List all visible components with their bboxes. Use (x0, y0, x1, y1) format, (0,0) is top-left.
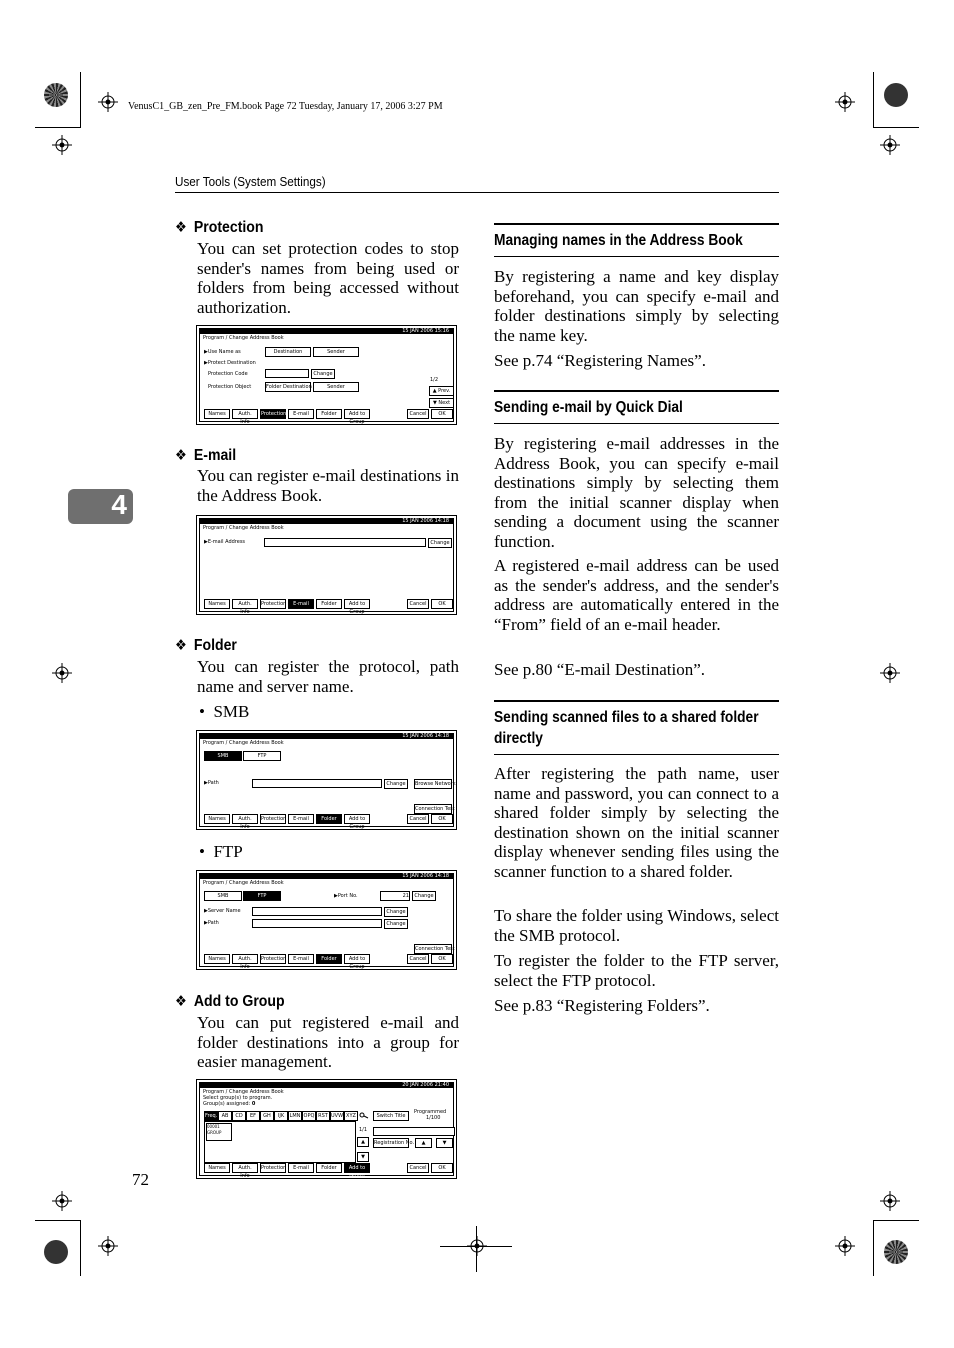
diamond-bullet-icon: ❖ (175, 637, 187, 654)
connection-test-button[interactable]: Connection Test (415, 946, 455, 952)
browse-network-button[interactable]: Browse Network (415, 781, 456, 787)
screen-title: Program / Change Address Book (203, 525, 284, 531)
screen-title: Program / Change Address Book (203, 880, 284, 886)
cancel-button[interactable]: Cancel (407, 409, 429, 419)
email-address-field[interactable] (264, 538, 426, 547)
smb-button[interactable]: SMB (204, 751, 242, 761)
tab-add-to-group[interactable]: Add to Group (344, 1163, 370, 1173)
ftp-screenshot: 15 JAN 2006 14:18 Program / Change Address Book SMB FTP ▶Port No. 21 Change ▶Server Name Change ▶Path Change Connection Test Names Auth. Info Protection E-mail Folder Add to Group Cancel OK (196, 870, 457, 970)
add-to-group-screenshot: 20 JAN 2006 21:40 Program / Change Address Book Select group(s) to program. Group(s) assigned: 0 Freq. AB CD EF GH IJK LMN OPQ RST UVW XYZ Switch Title Programmed 1/100 00001 GROUP 1/1 ▲ ▼ Registration No. ▲ ▼ Names Auth. Info Protection E-mail Folder Add to Group Cancel OK (196, 1079, 457, 1179)
change-port-button[interactable]: Change (412, 891, 436, 901)
registration-mark-icon (98, 1236, 118, 1256)
port-number-field[interactable]: 21 (380, 891, 410, 901)
add-to-group-heading: ❖ Add to Group (175, 993, 285, 1010)
protection-code-field[interactable] (265, 369, 309, 378)
ftp-button[interactable]: FTP (243, 751, 281, 761)
server-name-field[interactable] (252, 907, 382, 916)
sort-up-button[interactable]: ▲ (415, 1138, 432, 1148)
tab-folder[interactable]: Folder (316, 954, 342, 964)
tab-names[interactable]: Names (204, 599, 230, 609)
chapter-tab (68, 489, 133, 524)
tab-add-to-group[interactable]: Add to Group (344, 409, 370, 419)
sender-object-button[interactable]: Sender (313, 382, 359, 392)
tab-names[interactable]: Names (204, 814, 230, 824)
tab-protection[interactable]: Protection (261, 1165, 287, 1171)
quick-dial-text-2: A registered e-mail address can be used as the sender's address, and the sender's address are automatically entered in the “From” field of an e-mail header. (494, 556, 779, 634)
tab-protection[interactable]: Protection (261, 601, 287, 607)
index-tab-gh[interactable]: GH (260, 1111, 274, 1121)
managing-heading: Managing names in the Address Book (494, 232, 743, 249)
ok-button[interactable]: OK (431, 599, 453, 609)
index-tab-cd[interactable]: CD (232, 1111, 246, 1121)
index-tab-opq[interactable]: OPQ (303, 1113, 315, 1119)
ftp-button[interactable]: FTP (243, 891, 281, 901)
ftp-bullet: • FTP (199, 842, 243, 861)
email-screenshot: 15 JAN 2006 14:18 Program / Change Address Book ▶E-mail Address Change Names Auth. Info Protection E-mail Folder Add to Group Cancel OK (196, 515, 457, 615)
quick-dial-text-1: By registering e-mail addresses in the Address Book, you can specify e-mail destinations simply by selecting them from the initial scanner display when sending a document using the scanner function. (494, 434, 779, 551)
diamond-bullet-icon: ❖ (175, 447, 187, 464)
color-disc-icon (884, 1240, 908, 1264)
registration-mark-icon (835, 92, 855, 112)
email-text: You can register e-mail destinations in the Address Book. (197, 466, 459, 505)
protection-screenshot: 15 JAN 2006 15:16 Program / Change Address Book ▶Use Name as Destination Sender ▶Protect Destination Protection Code Change Protection Object Folder Destination Sender 1/2 ▲ Prev. ▼ Next Names Auth. Info Protection E-mail Folder Add to Group Cancel OK (196, 325, 457, 425)
tab-names[interactable]: Names (204, 1163, 230, 1173)
tab-email[interactable]: E-mail (288, 1163, 314, 1173)
shared-folder-heading-line1: Sending scanned files to a shared folder (494, 709, 759, 726)
index-tab-ef[interactable]: EF (246, 1111, 260, 1121)
registration-mark-icon (52, 1191, 72, 1211)
cancel-button[interactable]: Cancel (407, 1163, 429, 1173)
next-button[interactable]: ▼ Next (429, 398, 454, 408)
cancel-button[interactable]: Cancel (407, 814, 429, 824)
screen-title: Program / Change Address Book (203, 335, 284, 341)
tab-folder[interactable]: Folder (316, 599, 342, 609)
index-tab-freq[interactable]: Freq. (205, 1113, 218, 1119)
tab-protection[interactable]: Protection (261, 816, 287, 822)
smb-button[interactable]: SMB (204, 891, 242, 901)
quick-dial-heading: Sending e-mail by Quick Dial (494, 399, 683, 416)
ok-button[interactable]: OK (431, 954, 453, 964)
chapter-number: 4 (111, 489, 127, 520)
quick-dial-see-link: See p.80 “E-mail Destination”. (494, 660, 706, 679)
screen-title: Program / Change Address Book (203, 1089, 284, 1095)
index-tab-uvw[interactable]: UVW (331, 1113, 344, 1119)
sender-button[interactable]: Sender (313, 347, 359, 357)
index-tab-ab[interactable]: AB (218, 1111, 232, 1121)
shared-folder-heading-line2: directly (494, 730, 543, 747)
registration-mark-icon (880, 1191, 900, 1211)
registration-mark-icon (98, 92, 118, 112)
section-rule (494, 223, 779, 225)
color-disc-icon (44, 83, 68, 107)
cancel-button[interactable]: Cancel (407, 954, 429, 964)
sort-down-button[interactable]: ▼ (436, 1138, 453, 1148)
group-item[interactable]: 00001 GROUP (206, 1123, 232, 1141)
color-disc-icon (884, 83, 908, 107)
search-field[interactable] (373, 1127, 455, 1136)
registration-mark-icon (835, 1236, 855, 1256)
tab-auth-info[interactable]: Auth. Info (232, 409, 258, 419)
scroll-down-button[interactable]: ▼ (357, 1152, 369, 1162)
tab-folder[interactable]: Folder (316, 409, 342, 419)
index-tab-lmn[interactable]: LMN (289, 1113, 301, 1119)
registration-mark-icon (52, 135, 72, 155)
section-rule (494, 754, 779, 755)
tab-names[interactable]: Names (204, 409, 230, 419)
diamond-bullet-icon: ❖ (175, 993, 187, 1010)
smb-bullet: • SMB (199, 702, 250, 721)
ok-button[interactable]: OK (431, 814, 453, 824)
color-disc-icon (44, 1240, 68, 1264)
tab-email[interactable]: E-mail (288, 814, 314, 824)
prev-button[interactable]: ▲ Prev. (429, 386, 454, 396)
managing-see-link: See p.74 “Registering Names”. (494, 351, 706, 370)
tab-folder[interactable]: Folder (316, 1163, 342, 1173)
registration-no-button[interactable]: Registration No. (374, 1140, 415, 1146)
tab-add-to-group[interactable]: Add to Group (344, 599, 370, 609)
tab-email[interactable]: E-mail (288, 599, 314, 609)
registration-mark-icon (52, 663, 72, 683)
registration-mark-icon (880, 135, 900, 155)
running-header: User Tools (System Settings) (175, 174, 326, 189)
tab-folder[interactable]: Folder (316, 814, 342, 824)
search-icon[interactable] (359, 1112, 369, 1119)
index-tab-rst[interactable]: RST (316, 1111, 330, 1121)
change-button[interactable]: Change (428, 538, 452, 548)
index-tab-ijk[interactable]: IJK (274, 1111, 288, 1121)
ok-button[interactable]: OK (431, 1163, 453, 1173)
screen-title: Program / Change Address Book (203, 740, 284, 746)
tab-auth-info[interactable]: Auth. Info (232, 814, 258, 824)
section-rule (494, 700, 779, 702)
page-number: 72 (132, 1170, 149, 1189)
tab-email[interactable]: E-mail (288, 954, 314, 964)
email-heading: ❖ E-mail (175, 447, 237, 464)
tab-auth-info[interactable]: Auth. Info (232, 1163, 258, 1173)
section-rule (494, 390, 779, 392)
connection-test-button[interactable]: Connection Test (415, 806, 455, 812)
switch-title-button[interactable]: Switch Title (373, 1111, 409, 1121)
folder-text: You can register the protocol, path name and server name. (197, 657, 459, 696)
shared-folder-text-2: To share the folder using Windows, select the SMB protocol. (494, 906, 779, 945)
path-field[interactable] (252, 919, 382, 928)
diamond-bullet-icon: ❖ (175, 219, 187, 236)
scroll-up-button[interactable]: ▲ (357, 1137, 369, 1147)
shared-folder-text-3: To register the folder to the FTP server, select the FTP protocol. (494, 951, 779, 990)
registration-mark-icon (880, 663, 900, 683)
tab-protection[interactable]: Protection (261, 411, 287, 417)
tab-auth-info[interactable]: Auth. Info (232, 599, 258, 609)
shared-folder-see-link: See p.83 “Registering Folders”. (494, 996, 710, 1015)
change-button[interactable]: Change (384, 779, 408, 789)
change-server-button[interactable]: Change (384, 907, 408, 917)
folder-heading: ❖ Folder (175, 637, 237, 654)
destination-button[interactable]: Destination (265, 347, 311, 357)
protection-text: You can set protection codes to stop sender's names from being used or folders from being accessed without authorization. (197, 239, 459, 317)
tab-protection[interactable]: Protection (261, 956, 287, 962)
change-path-button[interactable]: Change (384, 919, 408, 929)
ok-button[interactable]: OK (431, 409, 453, 419)
tab-email[interactable]: E-mail (288, 409, 314, 419)
change-button[interactable]: Change (311, 369, 335, 379)
protection-heading: ❖ Protection (175, 219, 264, 236)
section-rule (494, 256, 779, 257)
add-to-group-text: You can put registered e-mail and folder destinations into a group for easier management. (197, 1013, 459, 1071)
header-rule (175, 192, 779, 193)
folder-destination-button[interactable]: Folder Destination (266, 384, 312, 390)
tab-names[interactable]: Names (204, 954, 230, 964)
cancel-button[interactable]: Cancel (407, 599, 429, 609)
tab-add-to-group[interactable]: Add to Group (344, 814, 370, 824)
shared-folder-text-1: After registering the path name, user name and password, you can connect to a shared folder simply by selecting the destination shown on the initial scanner display whenever sending files using the scanner function to a shared folder. (494, 764, 779, 881)
path-field[interactable] (252, 779, 382, 788)
tab-add-to-group[interactable]: Add to Group (344, 954, 370, 964)
section-rule (494, 423, 779, 424)
tab-auth-info[interactable]: Auth. Info (232, 954, 258, 964)
managing-text: By registering a name and key display beforehand, you can specify e-mail and folder destinations simply by selecting the name key. (494, 267, 779, 345)
index-tab-xyz[interactable]: XYZ (344, 1111, 358, 1121)
file-info: VenusC1_GB_zen_Pre_FM.book Page 72 Tuesday, January 17, 2006 3:27 PM (128, 101, 443, 112)
smb-screenshot: 15 JAN 2006 14:18 Program / Change Address Book SMB FTP ▶Path Change Browse Network Connection Test Names Auth. Info Protection E-mail Folder Add to Group Cancel OK (196, 730, 457, 830)
